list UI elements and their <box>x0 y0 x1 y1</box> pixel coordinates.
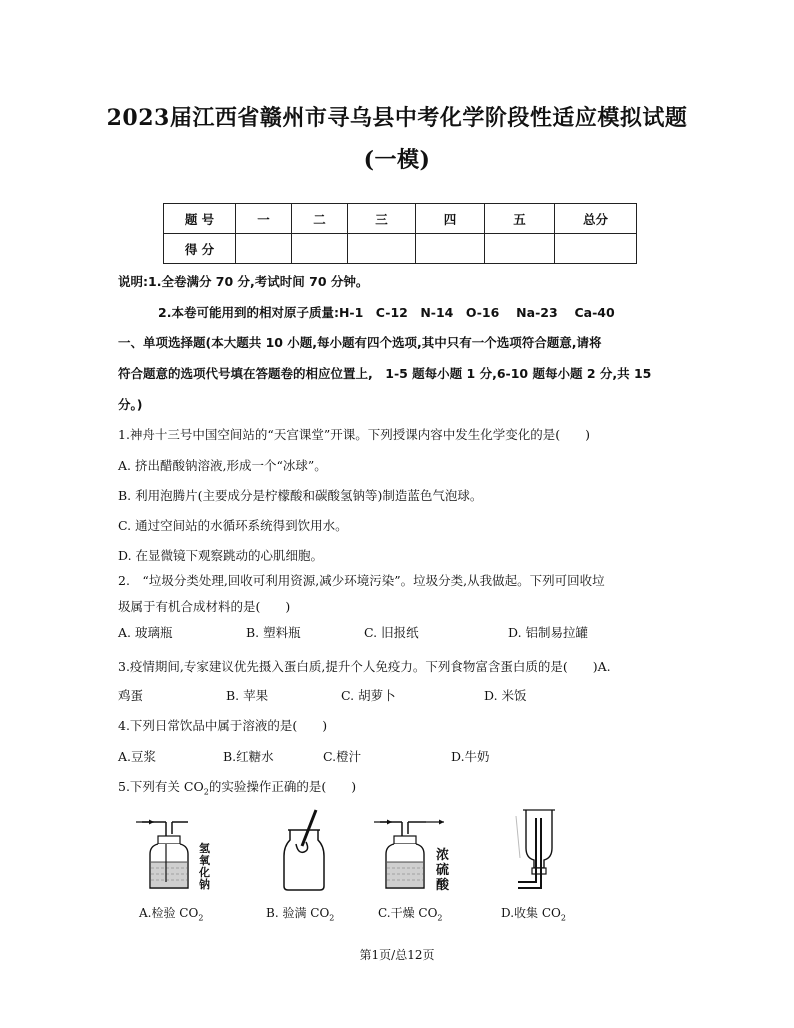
caption-d <box>501 904 566 922</box>
score-header-cell: 四 <box>416 204 485 234</box>
figure-d-gas-collection-bottle <box>506 806 572 894</box>
question-3-option-a: 鸡蛋 <box>118 688 144 703</box>
note-1: 说明:1.全卷满分 70 分,考试时间 70 分钟。 <box>118 274 369 289</box>
section-1-line-3: 分。) <box>118 397 143 412</box>
page-footer: 第1页/总12页 <box>359 948 435 962</box>
question-3-option-b: B. 苹果 <box>226 688 269 703</box>
question-2-option-d: D. 铝制易拉罐 <box>508 625 589 640</box>
figure-c-gas-washing-bottle <box>368 812 458 894</box>
question-3-stem: 3.疫情期间,专家建议优先摄入蛋白质,提升个人免疫力。下列食物富含蛋白质的是( )A. <box>118 659 611 674</box>
figure-a-gas-washing-bottle <box>128 812 218 894</box>
score-header-cell: 五 <box>485 204 555 234</box>
score-table-header-row <box>164 204 637 234</box>
question-2-option-c: C. 旧报纸 <box>364 625 419 640</box>
score-header-cell: 二 <box>292 204 348 234</box>
score-header-cell: 一 <box>236 204 292 234</box>
question-4-option-b: B.红糖水 <box>223 749 274 764</box>
section-1-line-1: 一、单项选择题(本大题共 10 小题,每小题有四个选项,其中只有一个选项符合题意,请将 <box>118 335 602 350</box>
question-2-stem-line-1: 2. “垃圾分类处理,回收可利用资源,减少环境污染”。垃圾分类,从我做起。下列可回收垃 <box>118 573 605 588</box>
subscript: 2 <box>329 913 335 923</box>
question-4-option-c: C.橙汁 <box>323 749 362 764</box>
question-1-option-d: D. 在显微镜下观察跳动的心肌细胞。 <box>118 548 324 563</box>
page-subtitle: (一模) <box>363 147 431 173</box>
question-1-option-b: B. 利用泡腾片(主要成分是柠檬酸和碳酸氢钠等)制造蓝色气泡球。 <box>118 488 483 503</box>
caption-b-text: B. 验满 CO <box>266 906 330 920</box>
score-blank-cell[interactable] <box>348 234 416 264</box>
score-table-score-row <box>164 234 637 264</box>
question-3-option-d: D. 米饭 <box>484 688 527 703</box>
score-blank-cell[interactable] <box>416 234 485 264</box>
score-header-cell: 题 号 <box>164 204 236 234</box>
page-title: 2023届江西省赣州市寻乌县中考化学阶段性适应模拟试题 <box>106 105 688 131</box>
question-4-option-d: D.牛奶 <box>451 749 490 764</box>
question-1-stem: 1.神舟十三号中国空间站的“天宫课堂”开课。下列授课内容中发生化学变化的是( ) <box>118 427 590 442</box>
caption-c <box>378 904 443 922</box>
question-2-stem-line-2: 圾属于有机合成材料的是( ) <box>118 599 291 614</box>
figure-a-reagent-label: 氢氧化钠 <box>199 842 210 891</box>
score-blank-cell[interactable] <box>555 234 637 264</box>
subscript: 2 <box>203 787 209 797</box>
question-2-option-b: B. 塑料瓶 <box>246 625 301 640</box>
figure-c-reagent-label: 浓硫酸 <box>436 848 450 893</box>
question-5-stem-pre: 5.下列有关 CO <box>118 779 204 794</box>
figure-b-drawing <box>274 808 334 896</box>
question-1-option-a: A. 挤出醋酸钠溶液,形成一个“冰球”。 <box>118 458 327 473</box>
question-4-option-a: A.豆浆 <box>118 749 157 764</box>
question-2-option-a: A. 玻璃瓶 <box>118 625 173 640</box>
caption-a-text: A.检验 CO <box>139 906 199 920</box>
question-5-stem-post: 的实验操作正确的是( ) <box>208 779 357 794</box>
score-blank-cell[interactable] <box>292 234 348 264</box>
subscript: 2 <box>560 913 566 923</box>
question-4-stem: 4.下列日常饮品中属于溶液的是( ) <box>118 718 328 733</box>
caption-d-text: D.收集 CO <box>501 906 561 920</box>
score-blank-cell[interactable] <box>236 234 292 264</box>
score-table <box>163 203 637 264</box>
question-1-option-c: C. 通过空间站的水循环系统得到饮用水。 <box>118 518 348 533</box>
question-3-option-c: C. 胡萝卜 <box>341 688 396 703</box>
subscript: 2 <box>437 913 443 923</box>
caption-c-text: C.干燥 CO <box>378 906 438 920</box>
caption-b <box>266 904 334 922</box>
subscript: 2 <box>198 913 204 923</box>
score-header-cell: 总分 <box>555 204 637 234</box>
question-5-stem <box>118 777 356 797</box>
figure-b-jar-with-splint <box>274 808 334 896</box>
caption-a <box>139 904 203 922</box>
score-header-cell: 三 <box>348 204 416 234</box>
note-2: 2.本卷可能用到的相对原子质量:H-1 C-12 N-14 O-16 Na-23 Ca-40 <box>158 305 615 320</box>
figure-d-drawing <box>506 806 572 894</box>
score-row-label: 得 分 <box>164 234 236 264</box>
section-1-line-2: 符合题意的选项代号填在答题卷的相应位置上, 1-5 题每小题 1 分,6-10 题每小题 2 分,共 15 <box>118 366 652 381</box>
score-blank-cell[interactable] <box>485 234 555 264</box>
